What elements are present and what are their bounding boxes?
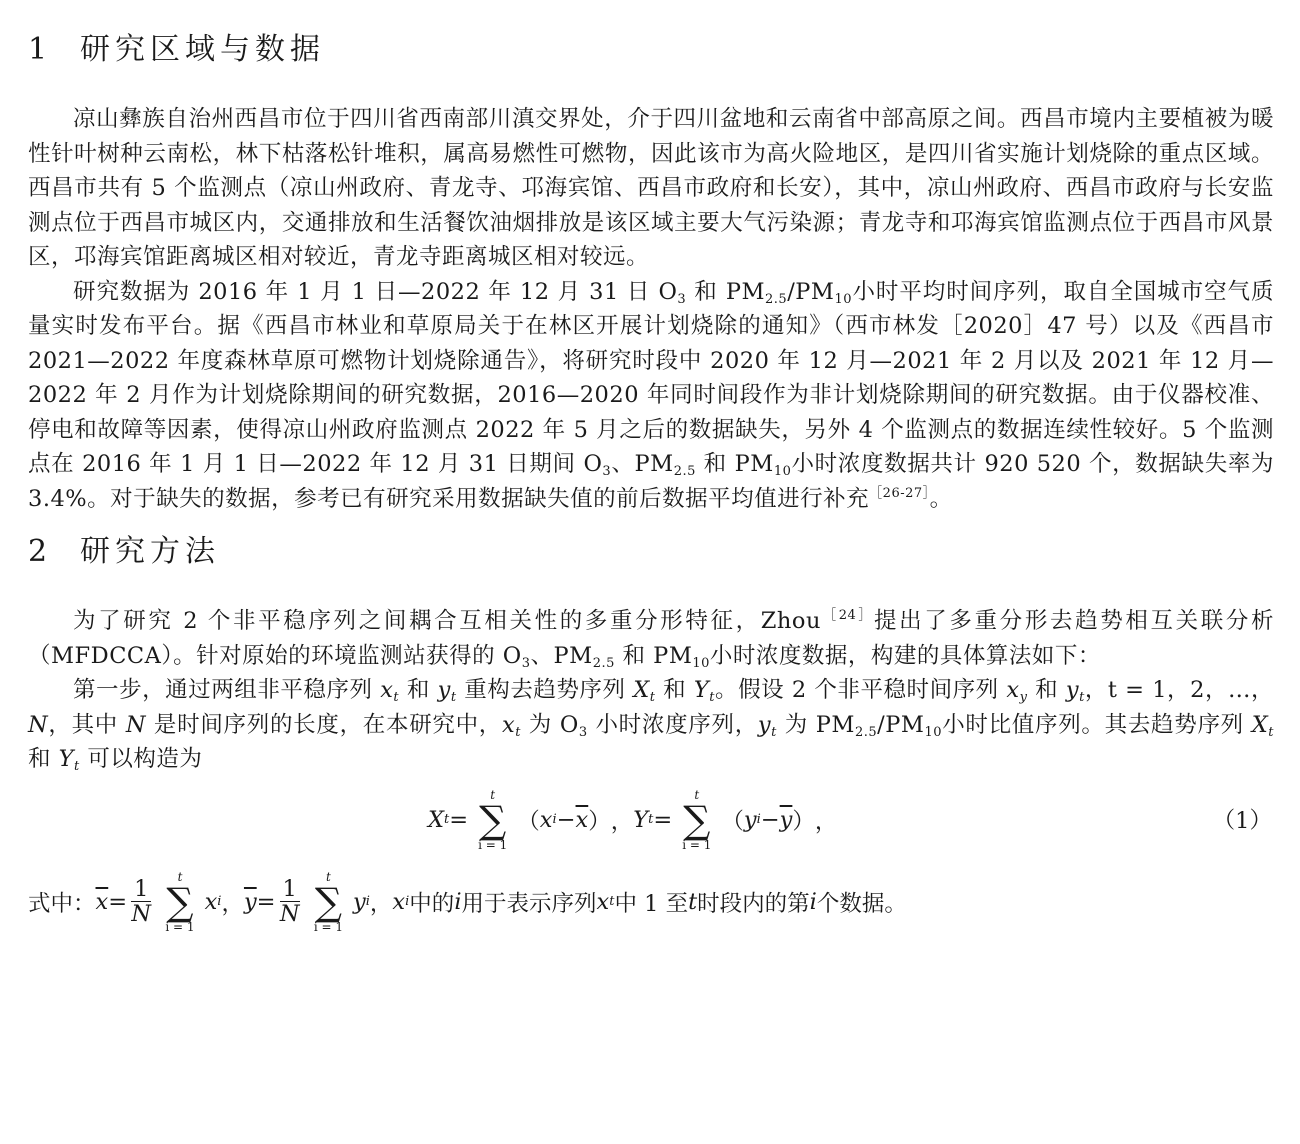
section-number: 2 <box>28 534 53 569</box>
section-title: 研究区域与数据 <box>80 32 325 67</box>
section-2-heading <box>28 530 1274 574</box>
paragraph-data: 研究数据为 2016 年 1 月 1 日—2022 年 12 月 31 日 $O_3$ 和 $PM_{2.5}/PM_{10}$小时平均时间序列，取自全国城市空气质量实时发布平台。据《西昌市林业和草原局关于在林区开展计划烧除的通知》（西市林发［2020］47 号）以及《西昌市 2021—2022 年度森林草原可燃物计划烧除通告》，将研究时段中 2020 年 12 月—2021 年 2 月以及 2021 年 12 月—2022 年 2 月作为计划烧除期间的研究数据，2016—2020 年同时间段作为非计划烧除期间的研究数据。由于仪器校准、停电和故障等因素，使得凉山州政府监测点 2022 年 5 月之后的数据缺失，另外 4 个监测点的数据连续性较好。5 个监测点在 2016 年 1 月 1 日—2022 年 12 月 31 日期间 $O_3$、$PM_{2.5}$ 和 $PM_{10}$小时浓度数据共计 920 520 个，数据缺失率为 3.4%。对于缺失的数据，参考已有研究采用数据缺失值的前后数据平均值进行补充$^{[26-27]}$。 <box>28 278 1275 512</box>
section-title: 研究方法 <box>80 534 220 569</box>
section-number: 1 <box>28 32 53 67</box>
citation: ［24］ <box>820 608 875 623</box>
summation-symbol: t ∑ i = 1 <box>478 787 508 852</box>
paper-page <box>28 22 1274 933</box>
equation-definition: 式中： $\overline{x}$ = $\frac{1}{N}$ t ∑ i = 1 x i ， $\overline{y}$ = $\frac{1}{N}$ t ∑ i = 1 y i ， x i 中的 i 用于表示序列 x t 中 1 至 t 时段内的第 i 个数据。 <box>28 869 907 934</box>
equation-body: X t = t ∑ i = 1 （ x i − $\overline{x}$ ） ， Y t = t ∑ i = 1 （ y i − $\overline{y}$ ） ， <box>428 787 838 852</box>
section-1-heading <box>28 28 1274 72</box>
citation: ［26-27］ <box>869 485 930 501</box>
paragraph-method-intro: 为了研究 2 个非平稳序列之间耦合互相关性的多重分形特征，Zhou$^{[24]}$提出了多重分形去趋势相互关联分析（MFDCCA）。针对原始的环境监测站获得的 $O_3$、$PM_{2.5}$ 和 $PM_{10}$小时浓度数据，构建的具体算法如下： <box>28 608 1274 671</box>
summation-symbol: t ∑ i = 1 <box>682 787 712 852</box>
equation-number: （1） <box>1212 807 1272 834</box>
equation-1 <box>28 787 1274 871</box>
paragraph-study-area: 凉山彝族自治州西昌市位于四川省西南部川滇交界处，介于四川盆地和云南省中部高原之间。西昌市境内主要植被为暖性针叶树种云南松，林下枯落松针堆积，属高易燃性可燃物，因此该市为高火险地区，是四川省实施计划烧除的重点区域。西昌市共有 5 个监测点（凉山州政府、青龙寺、邛海宾馆、西昌市政府和长安），其中，凉山州政府、西昌市政府与长安监测点位于西昌市城区内，交通排放和生活餐饮油烟排放是该区域主要大气污染源；青龙寺和邛海宾馆监测点位于西昌市风景区，邛海宾馆距离城区相对较近，青龙寺距离城区相对较远。 <box>28 106 1274 270</box>
summation-symbol: t ∑ i = 1 <box>165 869 195 934</box>
paragraph-step-one: 第一步，通过两组非平稳序列 $x_t$ 和 $y_t$ 重构去趋势序列 $X_t$ 和 $Y_t$。假设 2 个非平稳时间序列 $x_y$ 和 $y_t$，t = 1，2，…，N，其中 N 是时间序列的长度，在本研究中，$x_t$ 为 $O_3$ 小时浓度序列，$y_t$ 为 $PM_{2.5}/PM_{10}$小时比值序列。其去趋势序列 $X_t$ 和 $Y_t$ 可以构造为 <box>28 677 1275 774</box>
summation-symbol: t ∑ i = 1 <box>313 869 344 934</box>
